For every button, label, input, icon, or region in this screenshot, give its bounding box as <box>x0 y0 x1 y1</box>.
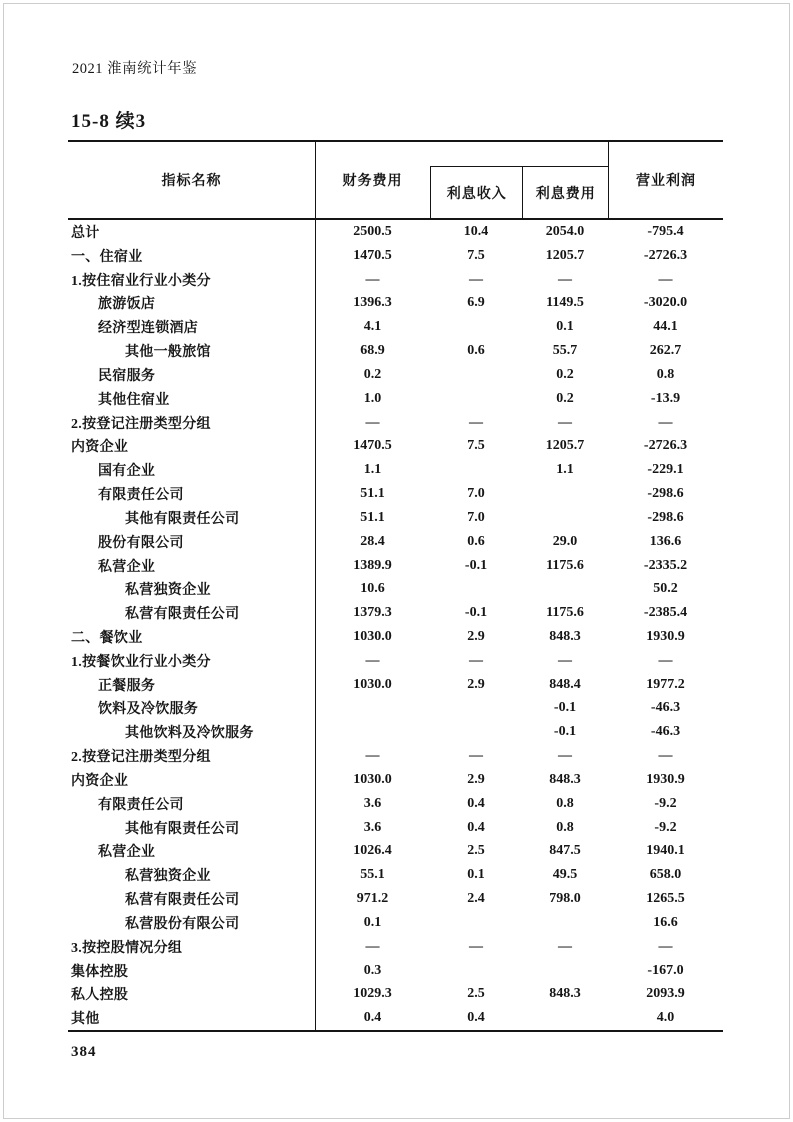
statistics-table <box>68 140 723 1032</box>
row-label: 2.按登记注册类型分组 <box>71 750 211 766</box>
table-row <box>68 458 723 482</box>
cell-operating-profit: 50.2 <box>653 581 678 597</box>
cell-operating-profit: 1265.5 <box>646 891 685 907</box>
cell-operating-profit: -2385.4 <box>643 605 688 621</box>
row-label: 其他住宿业 <box>98 392 170 408</box>
cell-finance-expense: 1396.3 <box>353 295 392 311</box>
cell-interest-income: — <box>469 652 483 668</box>
table-row <box>68 482 723 506</box>
cell-finance-expense: 0.1 <box>363 914 382 930</box>
cell-finance-expense: 1030.0 <box>353 771 392 787</box>
cell-operating-profit: 0.8 <box>656 366 675 382</box>
table-row <box>68 935 723 959</box>
table-row <box>68 315 723 339</box>
row-label: 内资企业 <box>71 773 129 789</box>
col-header-operating-profit: 营业利润 <box>608 142 723 218</box>
table-row <box>68 530 723 554</box>
cell-operating-profit: 16.6 <box>653 914 678 930</box>
table-row <box>68 792 723 816</box>
cell-finance-expense: 1389.9 <box>353 557 392 573</box>
cell-finance-expense: — <box>365 938 380 954</box>
table-row <box>68 601 723 625</box>
cell-interest-expense: 848.3 <box>549 771 581 787</box>
cell-interest-income: 0.4 <box>467 1010 485 1026</box>
cell-finance-expense: — <box>365 271 380 287</box>
cell-operating-profit: -2726.3 <box>643 247 688 263</box>
cell-interest-income: 2.5 <box>467 986 485 1002</box>
cell-operating-profit: -46.3 <box>650 700 681 716</box>
table-row <box>68 363 723 387</box>
row-label: 其他有限责任公司 <box>125 511 240 527</box>
table-row <box>68 506 723 530</box>
cell-finance-expense: — <box>365 414 380 430</box>
row-label: 集体控股 <box>71 964 129 980</box>
table-row <box>68 649 723 673</box>
cell-operating-profit: 4.0 <box>656 1010 675 1026</box>
col-header-indicator: 指标名称 <box>161 174 222 189</box>
table-row <box>68 863 723 887</box>
cell-interest-expense: 49.5 <box>552 867 578 883</box>
col-header-finance-expense: 财务费用 <box>342 174 403 189</box>
page-number: 384 <box>71 1044 97 1060</box>
cell-interest-expense: — <box>558 938 572 954</box>
row-label: 民宿服务 <box>98 368 156 384</box>
cell-operating-profit: 1940.1 <box>646 843 685 859</box>
cell-finance-expense: 1026.4 <box>353 843 392 859</box>
cell-operating-profit: -2335.2 <box>643 557 688 573</box>
cell-interest-income: -0.1 <box>464 557 488 573</box>
cell-operating-profit: -13.9 <box>650 390 681 406</box>
cell-interest-income: 0.4 <box>467 795 485 811</box>
cell-interest-expense: 1.1 <box>556 462 574 478</box>
row-label: 总计 <box>71 225 100 241</box>
cell-interest-expense: 798.0 <box>549 891 581 907</box>
cell-interest-expense: -0.1 <box>553 724 577 740</box>
cell-finance-expense: 1379.3 <box>353 605 392 621</box>
indicator-column-divider-line <box>315 140 317 1032</box>
table-row <box>68 911 723 935</box>
cell-operating-profit: -3020.0 <box>643 295 688 311</box>
cell-interest-expense: — <box>558 414 572 430</box>
row-label: 有限责任公司 <box>98 488 184 504</box>
table-row <box>68 816 723 840</box>
table-row <box>68 291 723 315</box>
cell-interest-expense: 1175.6 <box>546 605 584 621</box>
interest-subheader-box <box>430 166 608 218</box>
row-label: 正餐服务 <box>98 678 156 694</box>
cell-interest-income: 7.5 <box>467 247 485 263</box>
cell-operating-profit: 44.1 <box>653 319 678 335</box>
cell-finance-expense: 1.1 <box>363 462 382 478</box>
row-label: 私营企业 <box>98 559 156 575</box>
cell-finance-expense: 0.4 <box>363 1010 382 1026</box>
cell-operating-profit: 658.0 <box>649 867 682 883</box>
cell-finance-expense: 1030.0 <box>353 628 392 644</box>
cell-operating-profit: 262.7 <box>649 343 682 359</box>
table-row <box>68 268 723 292</box>
cell-interest-income: 2.9 <box>467 771 485 787</box>
row-label: 1.按住宿业行业小类分 <box>71 273 211 289</box>
row-label: 私营有限责任公司 <box>125 607 240 623</box>
cell-finance-expense: 51.1 <box>360 509 385 525</box>
cell-operating-profit: -795.4 <box>647 223 684 239</box>
cell-finance-expense: — <box>365 652 380 668</box>
cell-interest-income: — <box>469 271 483 287</box>
cell-finance-expense: 10.6 <box>360 581 385 597</box>
cell-interest-income: 7.0 <box>467 509 485 525</box>
cell-interest-income: 0.6 <box>467 533 485 549</box>
cell-finance-expense: 68.9 <box>360 343 385 359</box>
table-row <box>68 411 723 435</box>
cell-interest-income: 7.5 <box>467 438 485 454</box>
cell-interest-expense: 847.5 <box>549 843 581 859</box>
row-label: 二、餐饮业 <box>71 630 143 646</box>
row-label: 私营独资企业 <box>125 869 211 885</box>
cell-finance-expense: — <box>365 748 380 764</box>
row-label: 饮料及冷饮服务 <box>98 702 199 718</box>
cell-interest-income: 0.4 <box>467 819 485 835</box>
cell-operating-profit: -298.6 <box>647 509 684 525</box>
table-row <box>68 244 723 268</box>
cell-interest-expense: -0.1 <box>553 700 577 716</box>
row-label: 其他饮料及冷饮服务 <box>125 726 254 742</box>
row-label: 私营股份有限公司 <box>125 916 240 932</box>
table-row <box>68 983 723 1007</box>
cell-operating-profit: 1977.2 <box>646 676 685 692</box>
table-row <box>68 959 723 983</box>
cell-finance-expense: 971.2 <box>356 891 389 907</box>
table-row <box>68 768 723 792</box>
cell-interest-expense: — <box>558 271 572 287</box>
cell-finance-expense: 55.1 <box>360 867 385 883</box>
table-row <box>68 840 723 864</box>
cell-finance-expense: 1.0 <box>363 390 382 406</box>
table-body <box>68 220 723 1032</box>
cell-interest-expense: 0.2 <box>556 390 574 406</box>
cell-interest-income: 2.5 <box>467 843 485 859</box>
cell-operating-profit: 1930.9 <box>646 628 685 644</box>
table-row <box>68 673 723 697</box>
cell-operating-profit: -167.0 <box>647 962 684 978</box>
row-label: 其他有限责任公司 <box>125 821 240 837</box>
cell-interest-expense: 0.2 <box>556 366 574 382</box>
cell-finance-expense: 3.6 <box>363 795 382 811</box>
cell-finance-expense: 0.3 <box>363 962 382 978</box>
cell-interest-expense: 848.3 <box>549 986 581 1002</box>
cell-operating-profit: — <box>658 652 673 668</box>
cell-interest-expense: 1149.5 <box>546 295 584 311</box>
cell-operating-profit: — <box>658 938 673 954</box>
cell-interest-income: — <box>469 938 483 954</box>
cell-interest-expense: — <box>558 652 572 668</box>
cell-finance-expense: 51.1 <box>360 486 385 502</box>
row-label: 旅游饭店 <box>98 297 156 313</box>
col-header-interest-expense: 利息费用 <box>522 167 608 218</box>
table-row <box>68 625 723 649</box>
cell-operating-profit: -9.2 <box>654 819 677 835</box>
cell-interest-expense: 0.8 <box>556 795 574 811</box>
col-header-interest-income: 利息收入 <box>446 186 507 202</box>
cell-finance-expense: 0.2 <box>363 366 382 382</box>
cell-interest-expense: 848.3 <box>549 628 581 644</box>
cell-interest-income: 2.4 <box>467 891 485 907</box>
table-row <box>68 434 723 458</box>
cell-finance-expense: 3.6 <box>363 819 382 835</box>
table-row <box>68 339 723 363</box>
cell-interest-income: 10.4 <box>463 223 489 239</box>
cell-finance-expense: 1030.0 <box>353 676 392 692</box>
cell-interest-expense: 848.4 <box>549 676 581 692</box>
table-row <box>68 554 723 578</box>
row-label: 股份有限公司 <box>98 535 184 551</box>
cell-interest-expense: — <box>558 748 572 764</box>
row-label: 私营企业 <box>98 845 156 861</box>
cell-interest-expense: 29.0 <box>552 533 578 549</box>
running-header: 2021 淮南统计年鉴 <box>72 61 198 77</box>
cell-finance-expense: 1029.3 <box>353 986 392 1002</box>
cell-interest-income: 2.9 <box>467 676 485 692</box>
cell-interest-income: 2.9 <box>467 628 485 644</box>
cell-operating-profit: -9.2 <box>654 795 677 811</box>
table-row <box>68 577 723 601</box>
row-label: 私人控股 <box>71 988 129 1004</box>
table-row <box>68 887 723 911</box>
cell-finance-expense: 1470.5 <box>353 247 392 263</box>
table-title: 15-8 续3 <box>71 111 147 132</box>
row-label: 内资企业 <box>71 440 129 456</box>
cell-operating-profit: — <box>658 271 673 287</box>
cell-interest-income: 0.1 <box>467 867 485 883</box>
row-label: 私营独资企业 <box>125 583 211 599</box>
row-label: 其他一般旅馆 <box>125 345 211 361</box>
row-label: 1.按餐饮业行业小类分 <box>71 654 211 670</box>
table-row <box>68 1006 723 1030</box>
cell-operating-profit: 1930.9 <box>646 771 685 787</box>
cell-interest-income: 7.0 <box>467 486 485 502</box>
cell-interest-income: — <box>469 414 483 430</box>
cell-operating-profit: — <box>658 414 673 430</box>
cell-interest-expense: 55.7 <box>552 343 578 359</box>
cell-operating-profit: -46.3 <box>650 724 681 740</box>
row-label: 有限责任公司 <box>98 797 184 813</box>
cell-finance-expense: 4.1 <box>363 319 382 335</box>
cell-interest-expense: 0.1 <box>556 319 574 335</box>
row-label: 私营有限责任公司 <box>125 893 240 909</box>
table-header-row <box>68 140 723 220</box>
row-label: 2.按登记注册类型分组 <box>71 416 211 432</box>
cell-operating-profit: -298.6 <box>647 486 684 502</box>
cell-interest-income: 0.6 <box>467 343 485 359</box>
cell-operating-profit: 136.6 <box>649 533 682 549</box>
cell-interest-expense: 1175.6 <box>546 557 584 573</box>
row-label: 3.按控股情况分组 <box>71 940 183 956</box>
table-row <box>68 697 723 721</box>
cell-operating-profit: 2093.9 <box>646 986 685 1002</box>
table-row <box>68 220 723 244</box>
table-row <box>68 720 723 744</box>
cell-interest-expense: 0.8 <box>556 819 574 835</box>
row-label: 经济型连锁酒店 <box>98 321 199 337</box>
row-label: 一、住宿业 <box>71 249 143 265</box>
cell-interest-income: 6.9 <box>467 295 485 311</box>
cell-finance-expense: 28.4 <box>360 533 385 549</box>
cell-finance-expense: 1470.5 <box>353 438 392 454</box>
cell-operating-profit: -2726.3 <box>643 438 688 454</box>
cell-interest-expense: 2054.0 <box>545 223 585 239</box>
row-label: 其他 <box>71 1012 100 1028</box>
cell-finance-expense: 2500.5 <box>353 223 392 239</box>
cell-interest-income: -0.1 <box>464 605 488 621</box>
table-row <box>68 744 723 768</box>
cell-interest-expense: 1205.7 <box>545 438 585 454</box>
table-row <box>68 387 723 411</box>
cell-operating-profit: — <box>658 748 673 764</box>
cell-operating-profit: -229.1 <box>647 462 684 478</box>
cell-interest-income: — <box>469 748 483 764</box>
cell-interest-expense: 1205.7 <box>545 247 585 263</box>
row-label: 国有企业 <box>98 464 156 480</box>
